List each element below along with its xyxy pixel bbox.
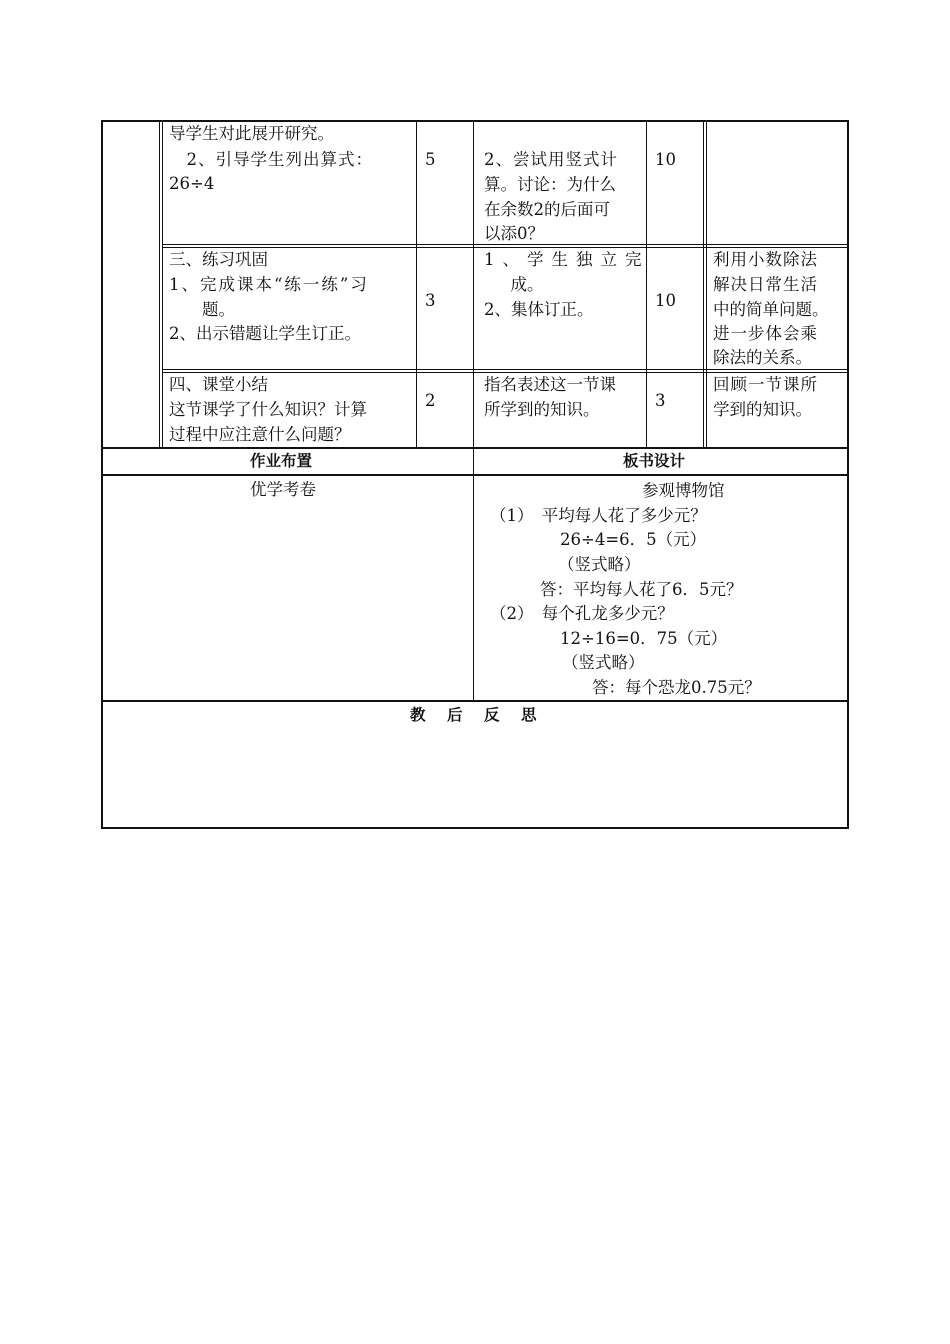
- text-line: 在余数2的后面可: [484, 200, 610, 219]
- text-line: 26÷4: [169, 174, 215, 193]
- text-line: 题。: [169, 300, 235, 319]
- table-border: [159, 120, 160, 448]
- text-line: 2、集体订正。: [484, 300, 594, 319]
- board-design-content: [474, 476, 847, 700]
- teacher-minutes: 3: [425, 291, 436, 310]
- board-line: （1） 平均每人花了多少元？: [490, 506, 707, 525]
- student-minutes: 10: [655, 150, 676, 169]
- homework-header: 作业布置: [250, 452, 313, 470]
- text-line: 回顾一节课所: [713, 375, 818, 394]
- board-design-header: 板书设计: [623, 452, 686, 470]
- reflection-header: 教 后 反 思: [410, 706, 540, 724]
- text-line: 成。: [494, 275, 544, 294]
- text-line: 1、完成课本“练一练”习: [169, 275, 369, 294]
- text-line: 算。讨论：为什么: [484, 175, 616, 194]
- text-line: 过程中应注意什么问题？: [169, 425, 351, 444]
- board-line: 12÷16=0．75（元）: [560, 629, 728, 648]
- board-line: （2） 每个孔龙多少元？: [490, 604, 674, 623]
- table-border: [162, 120, 163, 448]
- text-line: 所学到的知识。: [484, 400, 600, 419]
- text-line: 以添0？: [484, 224, 544, 243]
- table-border: [706, 120, 707, 448]
- text-line: 1、学生独立完: [484, 250, 650, 269]
- text-line: 中的简单问题。: [713, 300, 829, 319]
- text-line: 解决日常生活: [713, 275, 818, 294]
- text-line: 利用小数除法: [713, 250, 818, 269]
- text-line: 进一步体会乘: [713, 324, 818, 343]
- table-border: [101, 827, 849, 829]
- text-line: 指名表述这一节课: [484, 375, 616, 394]
- board-line: 答：平均每人花了6．5元？: [540, 580, 743, 599]
- table-border: [646, 120, 647, 448]
- text-line: 2、出示错题让学生订正。: [169, 324, 361, 343]
- homework-content: 优学考卷: [250, 480, 316, 499]
- student-minutes: 10: [655, 291, 676, 310]
- table-border: [703, 120, 704, 448]
- board-line: 答：每个恐龙0.75元？: [592, 678, 761, 697]
- table-border: [416, 120, 417, 448]
- board-line: （竖式略）: [562, 653, 645, 672]
- text-line: 2、尝试用竖式计: [484, 150, 618, 169]
- table-border: [101, 447, 849, 449]
- student-minutes: 3: [655, 391, 666, 410]
- teacher-minutes: 5: [425, 150, 436, 169]
- text-line: 导学生对此展开研究。: [169, 124, 334, 143]
- text-line: 三、练习巩固: [169, 250, 268, 269]
- text-line: 2、引导学生列出算式：: [169, 150, 373, 169]
- table-border: [101, 700, 849, 702]
- board-title: 参观博物馆: [642, 481, 725, 500]
- board-line: （竖式略）: [558, 555, 641, 574]
- board-line: 26÷4=6．5（元）: [560, 530, 707, 549]
- text-line: 四、课堂小结: [169, 375, 268, 394]
- text-line: 除法的关系。: [713, 348, 812, 367]
- teacher-minutes: 2: [425, 391, 436, 410]
- text-line: 学到的知识。: [713, 400, 812, 419]
- text-line: 这节课学了什么知识？计算: [169, 400, 367, 419]
